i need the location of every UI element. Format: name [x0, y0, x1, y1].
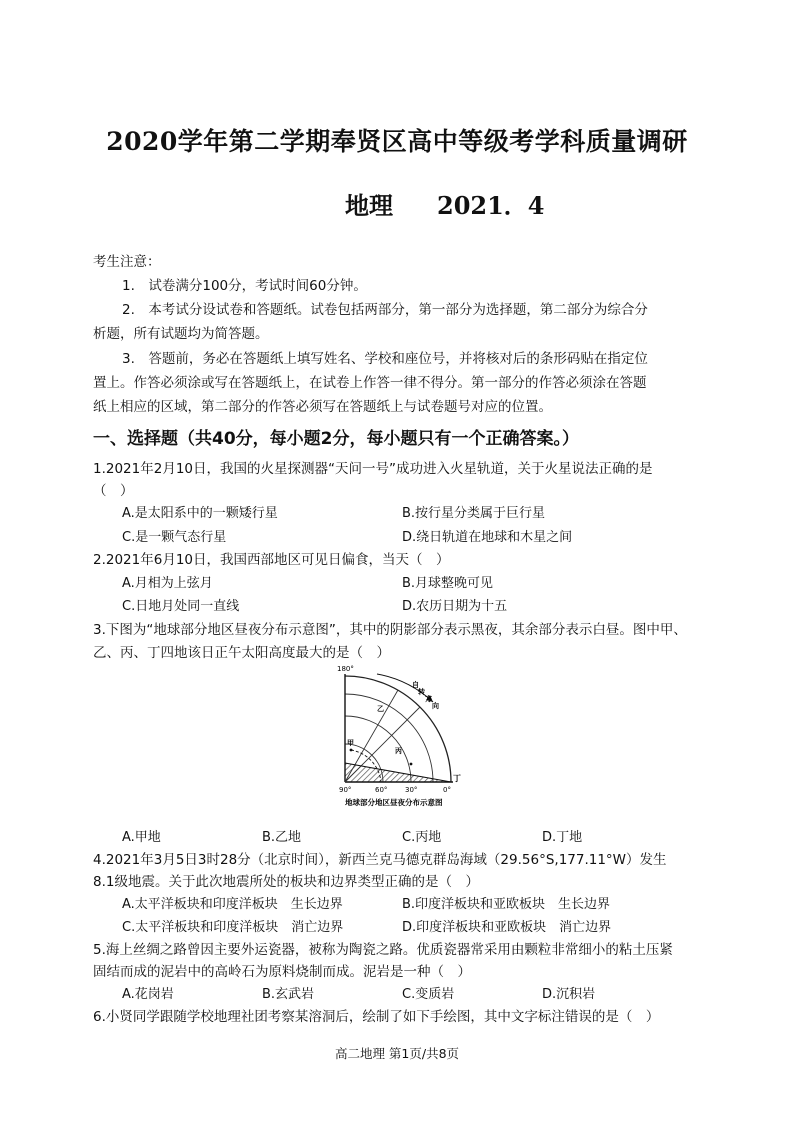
q3-option-a: A.甲地 — [122, 830, 161, 845]
q2-option-d: D.农历日期为十五 — [402, 599, 508, 614]
point-ding: 丁 — [453, 774, 461, 783]
section-heading: 一、选择题（共40分，每小题2分，每小题只有一个正确答案。） — [93, 429, 579, 449]
q5-option-a: A.花岗岩 — [122, 987, 174, 1002]
q4-stem: 4.2021年3月5日3时28分（北京时间），新西兰克马德克群岛海域（29.56°S,177.11°W）发生 — [93, 852, 667, 868]
q1-stem-cont: （ ） — [93, 483, 134, 499]
q3-stem-cont: 乙、丙、丁四地该日正午太阳高度最大的是（ ） — [93, 645, 390, 661]
q1-option-a: A.是太阳系中的一颗矮行星 — [122, 506, 278, 521]
rotation-char-4: 向 — [432, 702, 439, 710]
q5-option-b: B.玄武岩 — [262, 987, 315, 1002]
q5-stem-cont: 固结而成的泥岩中的高岭石为原料烧制而成。泥岩是一种（ ） — [93, 964, 471, 980]
q1-stem: 1.2021年2月10日，我国的火星探测器“天问一号”成功进入火星轨道，关于火星说法正确的是 — [93, 461, 653, 477]
q1-option-c: C.是一颗气态行星 — [122, 530, 227, 545]
q4-option-a: A.太平洋板块和印度洋板块 生长边界 — [122, 897, 343, 912]
q1-option-b: B.按行星分类属于巨行星 — [402, 506, 546, 521]
notice-item-2b: 析题，所有试题均为简答题。 — [93, 326, 269, 342]
diagram-caption: 地球部分地区昼夜分布示意图 — [345, 798, 443, 807]
label-180: 180° — [337, 665, 354, 673]
q3-stem: 3.下图为“地球部分地区昼夜分布示意图”，其中的阴影部分表示黑夜，其余部分表示白昼。图中甲、 — [93, 622, 687, 638]
notice-label: 考生注意： — [93, 254, 161, 270]
rotation-char-1: 自 — [412, 681, 419, 689]
point-bing-marker — [410, 763, 413, 766]
label-30: 30° — [405, 786, 418, 794]
notice-item-3a: 3. 答题前，务必在答题纸上填写姓名、学校和座位号，并将核对后的条形码贴在指定位 — [122, 351, 648, 367]
subject: 地理 — [345, 191, 393, 220]
label-60: 60° — [375, 786, 388, 794]
point-jia-marker — [350, 749, 353, 752]
q2-option-b: B.月球整晚可见 — [402, 576, 494, 591]
q3-option-d: D.丁地 — [542, 830, 583, 845]
q4-option-b: B.印度洋板块和亚欧板块 生长边界 — [402, 897, 611, 912]
notice-item-1: 1. 试卷满分100分，考试时间60分钟。 — [122, 278, 367, 294]
label-0: 0° — [443, 786, 451, 794]
rotation-char-3: 方 — [425, 695, 432, 703]
notice-item-3b: 置上。作答必须涂或写在答题纸上，在试卷上作答一律不得分。第一部分的作答必须涂在答题 — [93, 375, 647, 391]
point-yi: 乙 — [377, 705, 384, 713]
subject-date — [345, 186, 545, 221]
q1-option-d: D.绕日轨道在地球和木星之间 — [402, 530, 573, 545]
q4-stem-cont: 8.1级地震。关于此次地震所处的板块和边界类型正确的是（ ） — [93, 874, 479, 890]
notice-item-3c: 纸上相应的区域，第二部分的作答必须写在答题纸上与试卷题号对应的位置。 — [93, 399, 552, 415]
day-night-diagram — [325, 660, 475, 812]
q6-stem: 6.小贤同学跟随学校地理社团考察某溶洞后，绘制了如下手绘图，其中文字标注错误的是（ ） — [93, 1009, 660, 1025]
q2-stem: 2.2021年6月10日，我国西部地区可见日偏食，当天（ ） — [93, 552, 450, 568]
rotation-char-2: 转 — [418, 688, 425, 696]
q5-option-d: D.沉积岩 — [542, 987, 596, 1002]
q5-option-c: C.变质岩 — [402, 987, 455, 1002]
label-90: 90° — [339, 786, 352, 794]
q2-option-a: A.月相为上弦月 — [122, 576, 213, 591]
page-footer: 高二地理 第1页/共8页 — [334, 1046, 460, 1061]
q3-option-b: B.乙地 — [262, 830, 302, 845]
q2-option-c: C.日地月处同一直线 — [122, 599, 240, 614]
page-title: 2020学年第二学期奉贤区高中等级考学科质量调研 — [106, 127, 688, 156]
q5-stem: 5.海上丝绸之路曾因主要外运瓷器，被称为陶瓷之路。优质瓷器常采用由颗粒非常细小的粘土压紧 — [93, 942, 673, 958]
q4-option-d: D.印度洋板块和亚欧板块 消亡边界 — [402, 920, 612, 935]
point-jia: 甲 — [347, 739, 354, 747]
exam-date: 2021．4 — [437, 191, 545, 220]
notice-item-2a: 2. 本考试分设试卷和答题纸。试卷包括两部分，第一部分为选择题，第二部分为综合分 — [122, 302, 648, 318]
q4-option-c: C.太平洋板块和印度洋板块 消亡边界 — [122, 920, 344, 935]
q3-option-c: C.丙地 — [402, 830, 442, 845]
point-bing: 丙 — [395, 747, 402, 755]
